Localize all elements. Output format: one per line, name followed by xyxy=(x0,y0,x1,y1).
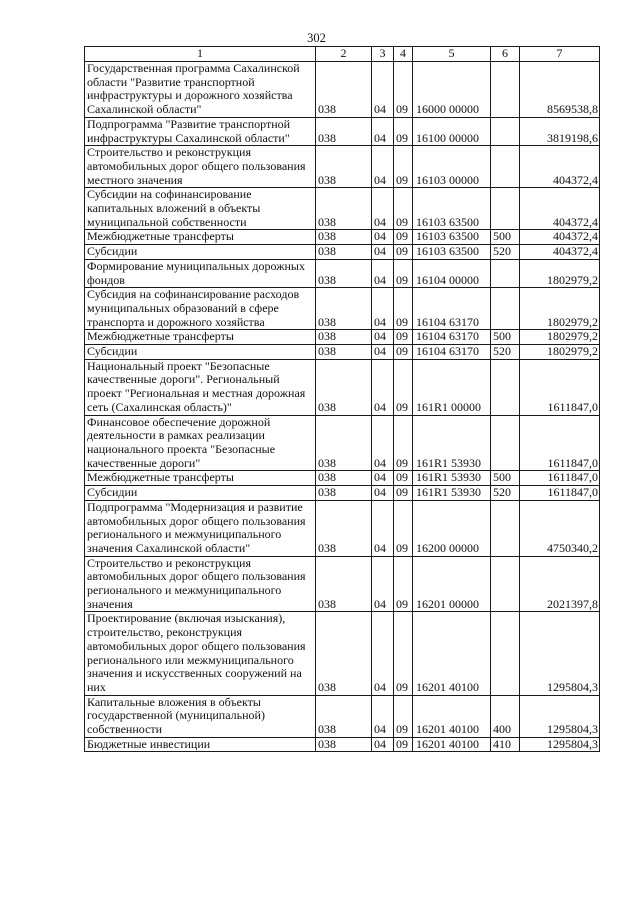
row-subsection-code: 09 xyxy=(394,359,413,415)
row-target-article: 16100 00000 xyxy=(413,117,491,145)
row-section-code: 04 xyxy=(372,62,394,118)
row-target-article: 16103 63500 xyxy=(413,188,491,230)
table-row xyxy=(85,345,600,360)
column-header: 7 xyxy=(520,47,600,62)
budget-table xyxy=(84,46,600,752)
row-section-code: 04 xyxy=(372,245,394,260)
row-expense-type: 520 xyxy=(491,345,520,360)
row-ministry-code: 038 xyxy=(316,345,372,360)
table-row xyxy=(85,556,600,612)
row-target-article: 16103 63500 xyxy=(413,245,491,260)
row-ministry-code: 038 xyxy=(316,245,372,260)
row-subsection-code: 09 xyxy=(394,245,413,260)
row-amount: 1802979,2 xyxy=(520,288,600,330)
row-ministry-code: 038 xyxy=(316,612,372,695)
row-expense-type: 520 xyxy=(491,245,520,260)
table-row xyxy=(85,486,600,501)
row-amount: 404372,4 xyxy=(520,146,600,188)
row-target-article: 16104 63170 xyxy=(413,330,491,345)
row-section-code: 04 xyxy=(372,556,394,612)
row-amount: 1611847,0 xyxy=(520,359,600,415)
row-section-code: 04 xyxy=(372,230,394,245)
table-row xyxy=(85,259,600,287)
row-subsection-code: 09 xyxy=(394,230,413,245)
row-name-cell: Субсидии xyxy=(85,245,316,260)
table-row xyxy=(85,188,600,230)
table-row xyxy=(85,471,600,486)
row-section-code: 04 xyxy=(372,500,394,556)
row-ministry-code: 038 xyxy=(316,500,372,556)
row-subsection-code: 09 xyxy=(394,486,413,501)
row-name-cell: Межбюджетные трансферты xyxy=(85,230,316,245)
row-subsection-code: 09 xyxy=(394,415,413,471)
row-name-cell: Государственная программа Сахалинской области "Развитие транспортной инфраструктуры и дорожного хозяйства Сахалинской области" xyxy=(85,62,316,118)
row-ministry-code: 038 xyxy=(316,288,372,330)
row-target-article: 161R1 53930 xyxy=(413,486,491,501)
row-section-code: 04 xyxy=(372,146,394,188)
row-section-code: 04 xyxy=(372,117,394,145)
column-header: 4 xyxy=(394,47,413,62)
row-amount: 1802979,2 xyxy=(520,259,600,287)
row-name-cell: Подпрограмма "Модернизация и развитие автомобильных дорог общего пользования регионального и межмуниципального значения Сахалинской области" xyxy=(85,500,316,556)
row-name-cell: Капитальные вложения в объекты государственной (муниципальной) собственности xyxy=(85,695,316,737)
row-subsection-code: 09 xyxy=(394,471,413,486)
row-subsection-code: 09 xyxy=(394,288,413,330)
row-name-cell: Межбюджетные трансферты xyxy=(85,330,316,345)
table-row xyxy=(85,117,600,145)
row-subsection-code: 09 xyxy=(394,556,413,612)
row-name-cell: Строительство и реконструкция автомобильных дорог общего пользования местного значения xyxy=(85,146,316,188)
row-expense-type xyxy=(491,500,520,556)
row-ministry-code: 038 xyxy=(316,188,372,230)
row-subsection-code: 09 xyxy=(394,737,413,752)
row-target-article: 16201 40100 xyxy=(413,737,491,752)
row-section-code: 04 xyxy=(372,486,394,501)
row-name-cell: Субсидия на софинансирование расходов муниципальных образований в сфере транспорта и дорожного хозяйства xyxy=(85,288,316,330)
row-amount: 1611847,0 xyxy=(520,415,600,471)
row-expense-type xyxy=(491,359,520,415)
row-expense-type xyxy=(491,288,520,330)
row-ministry-code: 038 xyxy=(316,737,372,752)
row-ministry-code: 038 xyxy=(316,556,372,612)
table-row xyxy=(85,245,600,260)
row-amount: 1295804,3 xyxy=(520,695,600,737)
row-name-cell: Проектирование (включая изыскания), строительство, реконструкция автомобильных дорог общего пользования регионального или межмуниципального значения и искусственных сооружений на них xyxy=(85,612,316,695)
row-expense-type xyxy=(491,62,520,118)
row-target-article: 16103 00000 xyxy=(413,146,491,188)
row-amount: 1611847,0 xyxy=(520,486,600,501)
row-subsection-code: 09 xyxy=(394,188,413,230)
row-expense-type xyxy=(491,146,520,188)
row-section-code: 04 xyxy=(372,415,394,471)
row-expense-type: 500 xyxy=(491,471,520,486)
row-name-cell: Межбюджетные трансферты xyxy=(85,471,316,486)
row-section-code: 04 xyxy=(372,259,394,287)
row-ministry-code: 038 xyxy=(316,330,372,345)
row-subsection-code: 09 xyxy=(394,259,413,287)
row-section-code: 04 xyxy=(372,471,394,486)
row-target-article: 161R1 53930 xyxy=(413,471,491,486)
table-row xyxy=(85,330,600,345)
row-subsection-code: 09 xyxy=(394,62,413,118)
row-name-cell: Бюджетные инвестиции xyxy=(85,737,316,752)
row-ministry-code: 038 xyxy=(316,146,372,188)
row-expense-type xyxy=(491,415,520,471)
row-ministry-code: 038 xyxy=(316,230,372,245)
table-header-row xyxy=(85,47,600,62)
row-subsection-code: 09 xyxy=(394,117,413,145)
row-ministry-code: 038 xyxy=(316,415,372,471)
row-subsection-code: 09 xyxy=(394,345,413,360)
row-expense-type xyxy=(491,117,520,145)
row-section-code: 04 xyxy=(372,695,394,737)
row-section-code: 04 xyxy=(372,737,394,752)
column-header: 2 xyxy=(316,47,372,62)
row-target-article: 16201 40100 xyxy=(413,695,491,737)
column-header: 6 xyxy=(491,47,520,62)
row-target-article: 16201 00000 xyxy=(413,556,491,612)
row-name-cell: Субсидии xyxy=(85,345,316,360)
row-subsection-code: 09 xyxy=(394,695,413,737)
table-row xyxy=(85,695,600,737)
row-target-article: 16200 00000 xyxy=(413,500,491,556)
row-name-cell: Национальный проект "Безопасные качественные дороги". Региональный проект "Региональная и местная дорожная сеть (Сахалинская область)" xyxy=(85,359,316,415)
table-row xyxy=(85,288,600,330)
row-expense-type: 500 xyxy=(491,230,520,245)
row-expense-type: 410 xyxy=(491,737,520,752)
table-row xyxy=(85,612,600,695)
row-target-article: 16104 00000 xyxy=(413,259,491,287)
row-ministry-code: 038 xyxy=(316,117,372,145)
row-section-code: 04 xyxy=(372,188,394,230)
row-section-code: 04 xyxy=(372,330,394,345)
row-ministry-code: 038 xyxy=(316,259,372,287)
row-amount: 1802979,2 xyxy=(520,345,600,360)
column-header: 5 xyxy=(413,47,491,62)
row-amount: 3819198,6 xyxy=(520,117,600,145)
row-ministry-code: 038 xyxy=(316,359,372,415)
row-name-cell: Формирование муниципальных дорожных фондов xyxy=(85,259,316,287)
row-ministry-code: 038 xyxy=(316,695,372,737)
row-amount: 8569538,8 xyxy=(520,62,600,118)
row-expense-type xyxy=(491,188,520,230)
row-amount: 1295804,3 xyxy=(520,612,600,695)
row-name-cell: Субсидии на софинансирование капитальных вложений в объекты муниципальной собственности xyxy=(85,188,316,230)
row-ministry-code: 038 xyxy=(316,486,372,501)
row-target-article: 161R1 00000 xyxy=(413,359,491,415)
table-row xyxy=(85,500,600,556)
row-section-code: 04 xyxy=(372,288,394,330)
row-expense-type xyxy=(491,259,520,287)
row-subsection-code: 09 xyxy=(394,146,413,188)
row-ministry-code: 038 xyxy=(316,62,372,118)
row-target-article: 161R1 53930 xyxy=(413,415,491,471)
row-name-cell: Подпрограмма "Развитие транспортной инфраструктуры Сахалинской области" xyxy=(85,117,316,145)
row-expense-type xyxy=(491,556,520,612)
row-section-code: 04 xyxy=(372,345,394,360)
row-name-cell: Субсидии xyxy=(85,486,316,501)
row-amount: 1295804,3 xyxy=(520,737,600,752)
row-expense-type: 520 xyxy=(491,486,520,501)
row-expense-type xyxy=(491,612,520,695)
row-amount: 1802979,2 xyxy=(520,330,600,345)
row-section-code: 04 xyxy=(372,612,394,695)
row-target-article: 16000 00000 xyxy=(413,62,491,118)
row-target-article: 16201 40100 xyxy=(413,612,491,695)
row-ministry-code: 038 xyxy=(316,471,372,486)
row-target-article: 16103 63500 xyxy=(413,230,491,245)
column-header: 3 xyxy=(372,47,394,62)
row-name-cell: Финансовое обеспечение дорожной деятельности в рамках реализации национального проекта "Безопасные качественные дороги" xyxy=(85,415,316,471)
row-amount: 4750340,2 xyxy=(520,500,600,556)
row-expense-type: 400 xyxy=(491,695,520,737)
column-header: 1 xyxy=(85,47,316,62)
row-subsection-code: 09 xyxy=(394,330,413,345)
row-subsection-code: 09 xyxy=(394,612,413,695)
row-section-code: 04 xyxy=(372,359,394,415)
row-target-article: 16104 63170 xyxy=(413,288,491,330)
table-row xyxy=(85,359,600,415)
row-amount: 404372,4 xyxy=(520,188,600,230)
table-row xyxy=(85,737,600,752)
page-number: 302 xyxy=(307,31,326,45)
row-amount: 404372,4 xyxy=(520,230,600,245)
table-row xyxy=(85,230,600,245)
table-row xyxy=(85,415,600,471)
row-subsection-code: 09 xyxy=(394,500,413,556)
row-name-cell: Строительство и реконструкция автомобильных дорог общего пользования регионального и межмуниципального значения xyxy=(85,556,316,612)
row-amount: 404372,4 xyxy=(520,245,600,260)
row-target-article: 16104 63170 xyxy=(413,345,491,360)
row-expense-type: 500 xyxy=(491,330,520,345)
row-amount: 2021397,8 xyxy=(520,556,600,612)
row-amount: 1611847,0 xyxy=(520,471,600,486)
table-row xyxy=(85,146,600,188)
table-row xyxy=(85,62,600,118)
